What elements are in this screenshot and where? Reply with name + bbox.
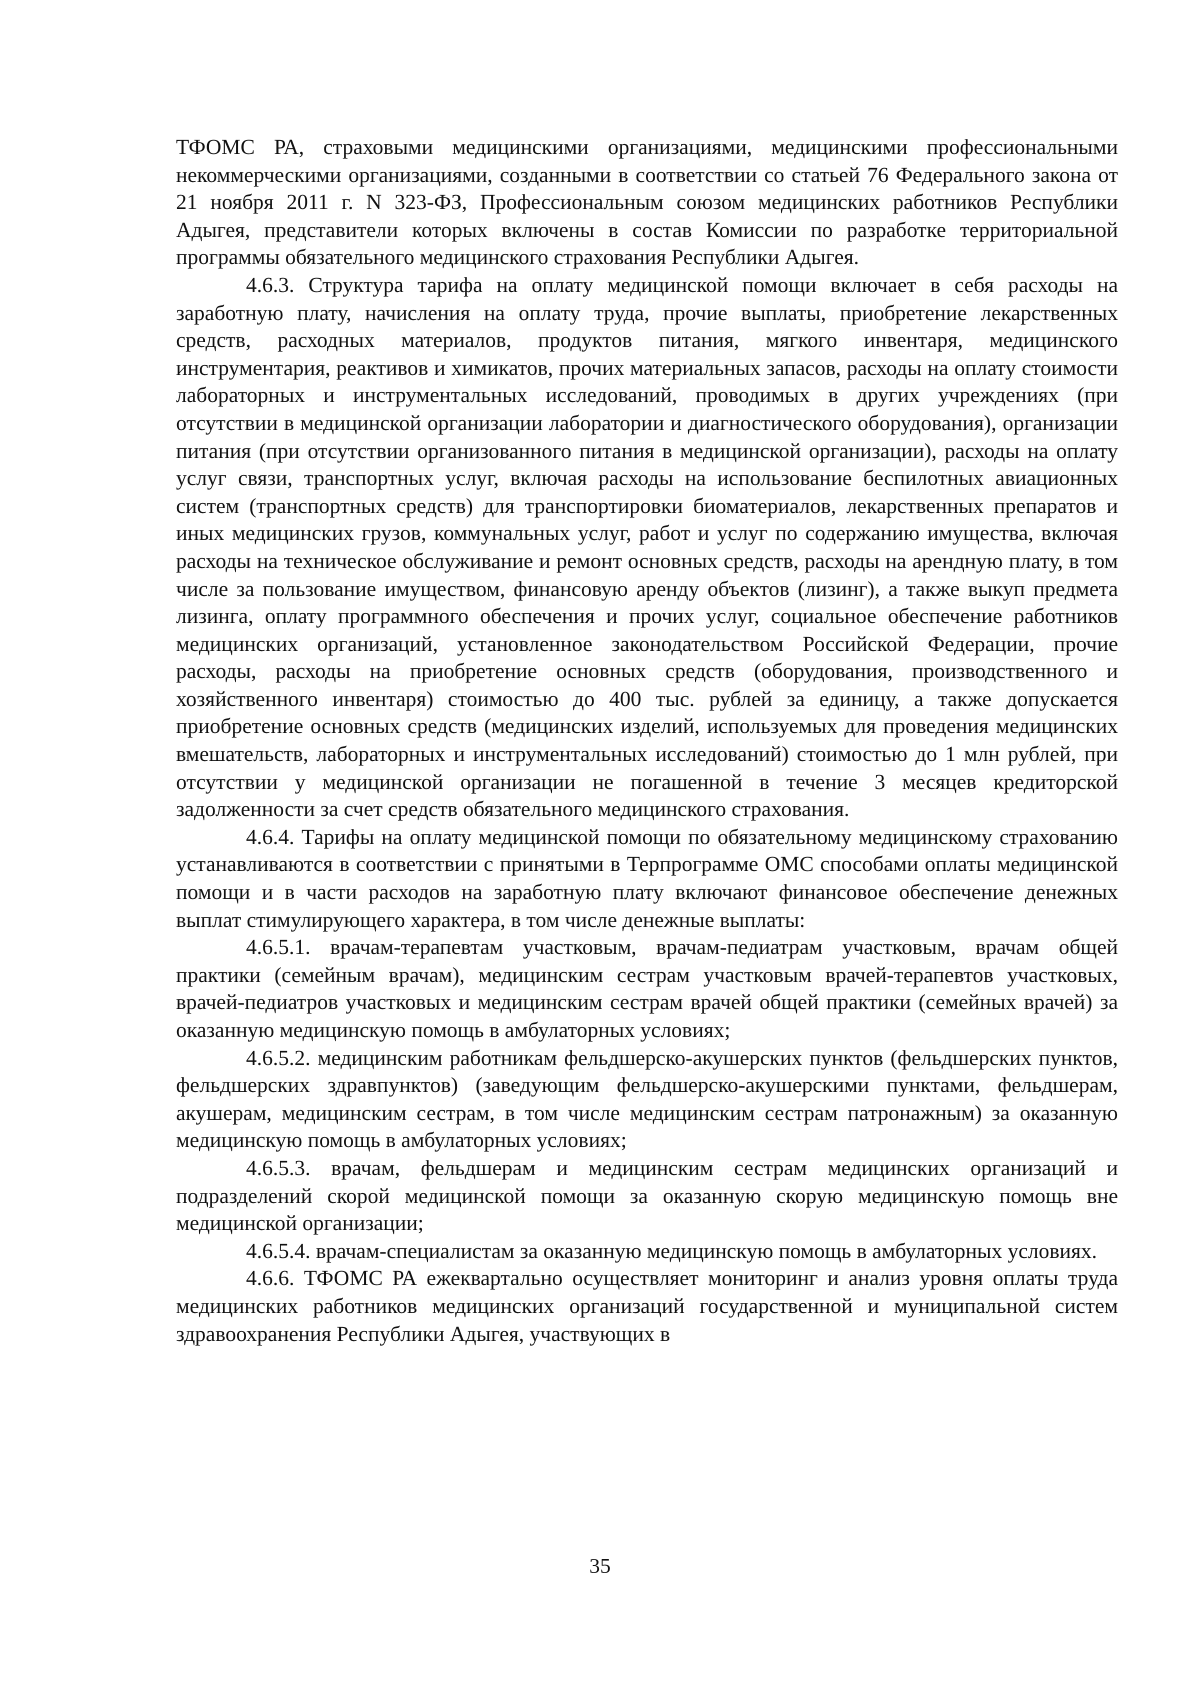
paragraph-4-6-5-2: 4.6.5.2. медицинским работникам фельдшерско-акушерских пунктов (фельдшерских пунктов, фельдшерских здравпунктов) (заведующим фельдшерско-акушерскими пунктами, фельдшерам, акушерам, медицинским сестрам, в том числе медицинским сестрам патронажным) за оказанную медицинскую помощь в амбулаторных условиях;	[176, 1045, 1118, 1153]
paragraph-4-6-6: 4.6.6. ТФОМС РА ежеквартально осуществляет мониторинг и анализ уровня оплаты труда медицинских работников медицинских организаций государственной и муниципальной систем здравоохранения Республики Адыгея, участвующих в	[176, 1266, 1118, 1346]
paragraph-4-6-5-4: 4.6.5.4. врачам-специалистам за оказанную медицинскую помощь в амбулаторных условиях.	[246, 1238, 1098, 1263]
paragraph-4-6-4: 4.6.4. Тарифы на оплату медицинской помощи по обязательному медицинскому страхованию устанавливаются в соответствии с принятыми в Терпрограмме ОМС способами оплаты медицинской помощи и в части расходов на заработную плату включают финансовое обеспечение денежных выплат стимулирующего характера, в том числе денежные выплаты:	[176, 824, 1118, 932]
paragraph-continuation: ТФОМС РА, страховыми медицинскими организациями, медицинскими профессиональными некоммерческими организациями, созданными в соответствии со статьей 76 Федерального закона от 21 ноября 2011 г. N 323-ФЗ, Профессиональным союзом медицинских работников Республики Адыгея, представители которых включены в состав Комиссии по разработке территориальной программы обязательного медицинского страхования Республики Адыгея.	[176, 135, 1118, 270]
paragraph-4-6-5-3: 4.6.5.3. врачам, фельдшерам и медицинским сестрам медицинских организаций и подразделений скорой медицинской помощи за оказанную скорую медицинскую помощь вне медицинской организации;	[176, 1155, 1118, 1236]
paragraph-4-6-3: 4.6.3. Структура тарифа на оплату медицинской помощи включает в себя расходы на заработную плату, начисления на оплату труда, прочие выплаты, приобретение лекарственных средств, расходных материалов, продуктов питания, мягкого инвентаря, медицинского инструментария, реактивов и химикатов, прочих материальных запасов, расходы на оплату стоимости лабораторных и инструментальных исследований, проводимых в других учреждениях (при отсутствии в медицинской организации лаборатории и диагностического оборудования), организации питания (при отсутствии организованного питания в медицинской организации), расходы на оплату услуг связи, транспортных услуг, включая расходы на использование беспилотных авиационных систем (транспортных средств) для транспортировки биоматериалов, лекарственных препаратов и иных медицинских грузов, коммунальных услуг, работ и услуг по содержанию имущества, включая расходы на техническое обслуживание и ремонт основных средств, расходы на арендную плату, в том числе за пользование имуществом, финансовую аренду объектов (лизинг), а также выкуп предмета лизинга, оплату программного обеспечения и прочих услуг, социальное обеспечение работников медицинских организаций, установленное законодательством Российской Федерации, прочие расходы, расходы на приобретение основных средств (оборудования, производственного и хозяйственного инвентаря) стоимостью до 400 тыс. рублей за единицу, а также допускается приобретение основных средств (медицинских изделий, используемых для проведения медицинских вмешательств, лабораторных и инструментальных исследований) стоимостью до 1 млн рублей, при отсутствии у медицинской организации не погашенной в течение 3 месяцев кредиторской задолженности за счет средств обязательного медицинского страхования.	[176, 272, 1118, 822]
paragraph-4-6-5-1: 4.6.5.1. врачам-терапевтам участковым, врачам-педиатрам участковым, врачам общей практики (семейным врачам), медицинским сестрам участковым врачей-терапевтов участковых, врачей-педиатров участковых и медицинским сестрам врачей общей практики (семейных врачей) за оказанную медицинскую помощь в амбулаторных условиях;	[176, 935, 1118, 1042]
document-body	[176, 134, 1118, 1348]
page-number: 35	[589, 1554, 611, 1578]
